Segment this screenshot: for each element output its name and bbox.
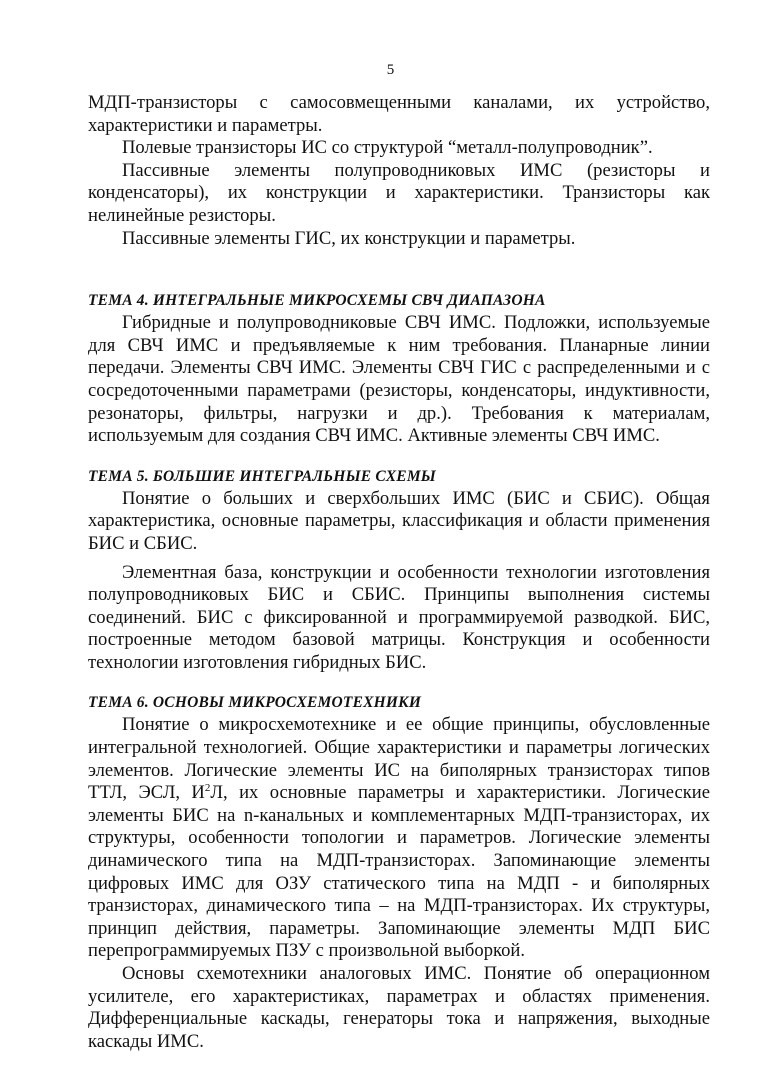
- section-heading: ТЕМА 4. ИНТЕГРАЛЬНЫЕ МИКРОСХЕМЫ СВЧ ДИАПАЗОНА: [88, 292, 546, 310]
- paragraph: Элементная база, конструкции и особенности технологии изготовления полупроводниковых БИС и СБИС. Принципы выполнения системы соединений. БИС с фиксированной и программируемой разводкой. БИС, построенные методом базовой матрицы. Конструкция и особенности технологии изготовления гибридных БИС.: [88, 561, 710, 673]
- section-heading: ТЕМА 5. БОЛЬШИЕ ИНТЕГРАЛЬНЫЕ СХЕМЫ: [88, 467, 437, 485]
- paragraph-text: Понятие о микросхемотехнике и ее общие принципы, обусловленные интегральной технологией. Общие характеристики и параметры логических элементов. Логические элементы ИС на биполярных транзисторах типов ТТЛ, ЭСЛ, И: [88, 714, 710, 804]
- section-heading: ТЕМА 6. ОСНОВЫ МИКРОСХЕМОТЕХНИКИ: [88, 694, 422, 712]
- page-body: [88, 92, 710, 1053]
- paragraph-text: Л, их основные параметры и характеристики. Логические элементы БИС на n-канальных и комплементарных МДП-транзисторах, их структуры, особенности топологии и параметров. Логические элементы динамического типа на МДП-транзисторах. Запоминающие элементы цифровых ИМС для ОЗУ статического типа на МДП - и биполярных транзисторах, динамического типа – на МДП-транзисторах. Их структуры, принцип действия, параметры. Запоминающие элементы МДП БИС перепрограммируемых ПЗУ с произвольной выборкой.: [88, 782, 710, 962]
- paragraph: Пассивные элементы полупроводниковых ИМС (резисторы и конденсаторы), их конструкции и характеристики. Транзисторы как нелинейные резисторы.: [88, 159, 710, 226]
- page-number: 5: [386, 62, 395, 78]
- paragraph: МДП-транзисторы с самосовмещенными каналами, их устройство, характеристики и параметры.: [88, 92, 710, 136]
- paragraph: Пассивные элементы ГИС, их конструкции и параметры.: [122, 227, 576, 249]
- paragraph: Основы схемотехники аналоговых ИМС. Понятие об операционном усилителе, его характеристиках, параметрах и областях применения. Дифференциальные каскады, генераторы тока и напряжения, выходные каскады ИМС.: [88, 963, 710, 1052]
- paragraph: Гибридные и полупроводниковые СВЧ ИМС. Подложки, используемые для СВЧ ИМС и предъявляемые к ним требования. Планарные линии передачи. Элементы СВЧ ИМС. Элементы СВЧ ГИС с распределенными и с сосредоточенными параметрами (резисторы, конденсаторы, индуктивности, резонаторы, фильтры, нагрузки и др.). Требования к материалам, используемым для создания СВЧ ИМС. Активные элементы СВЧ ИМС.: [88, 312, 710, 447]
- paragraph: Понятие о больших и сверхбольших ИМС (БИС и СБИС). Общая характеристика, основные параметры, классификация и области применения БИС и СБИС.: [88, 487, 710, 554]
- paragraph: [88, 714, 710, 963]
- superscript: 2: [204, 782, 211, 795]
- paragraph: Полевые транзисторы ИС со структурой “металл-полупроводник”.: [122, 137, 653, 159]
